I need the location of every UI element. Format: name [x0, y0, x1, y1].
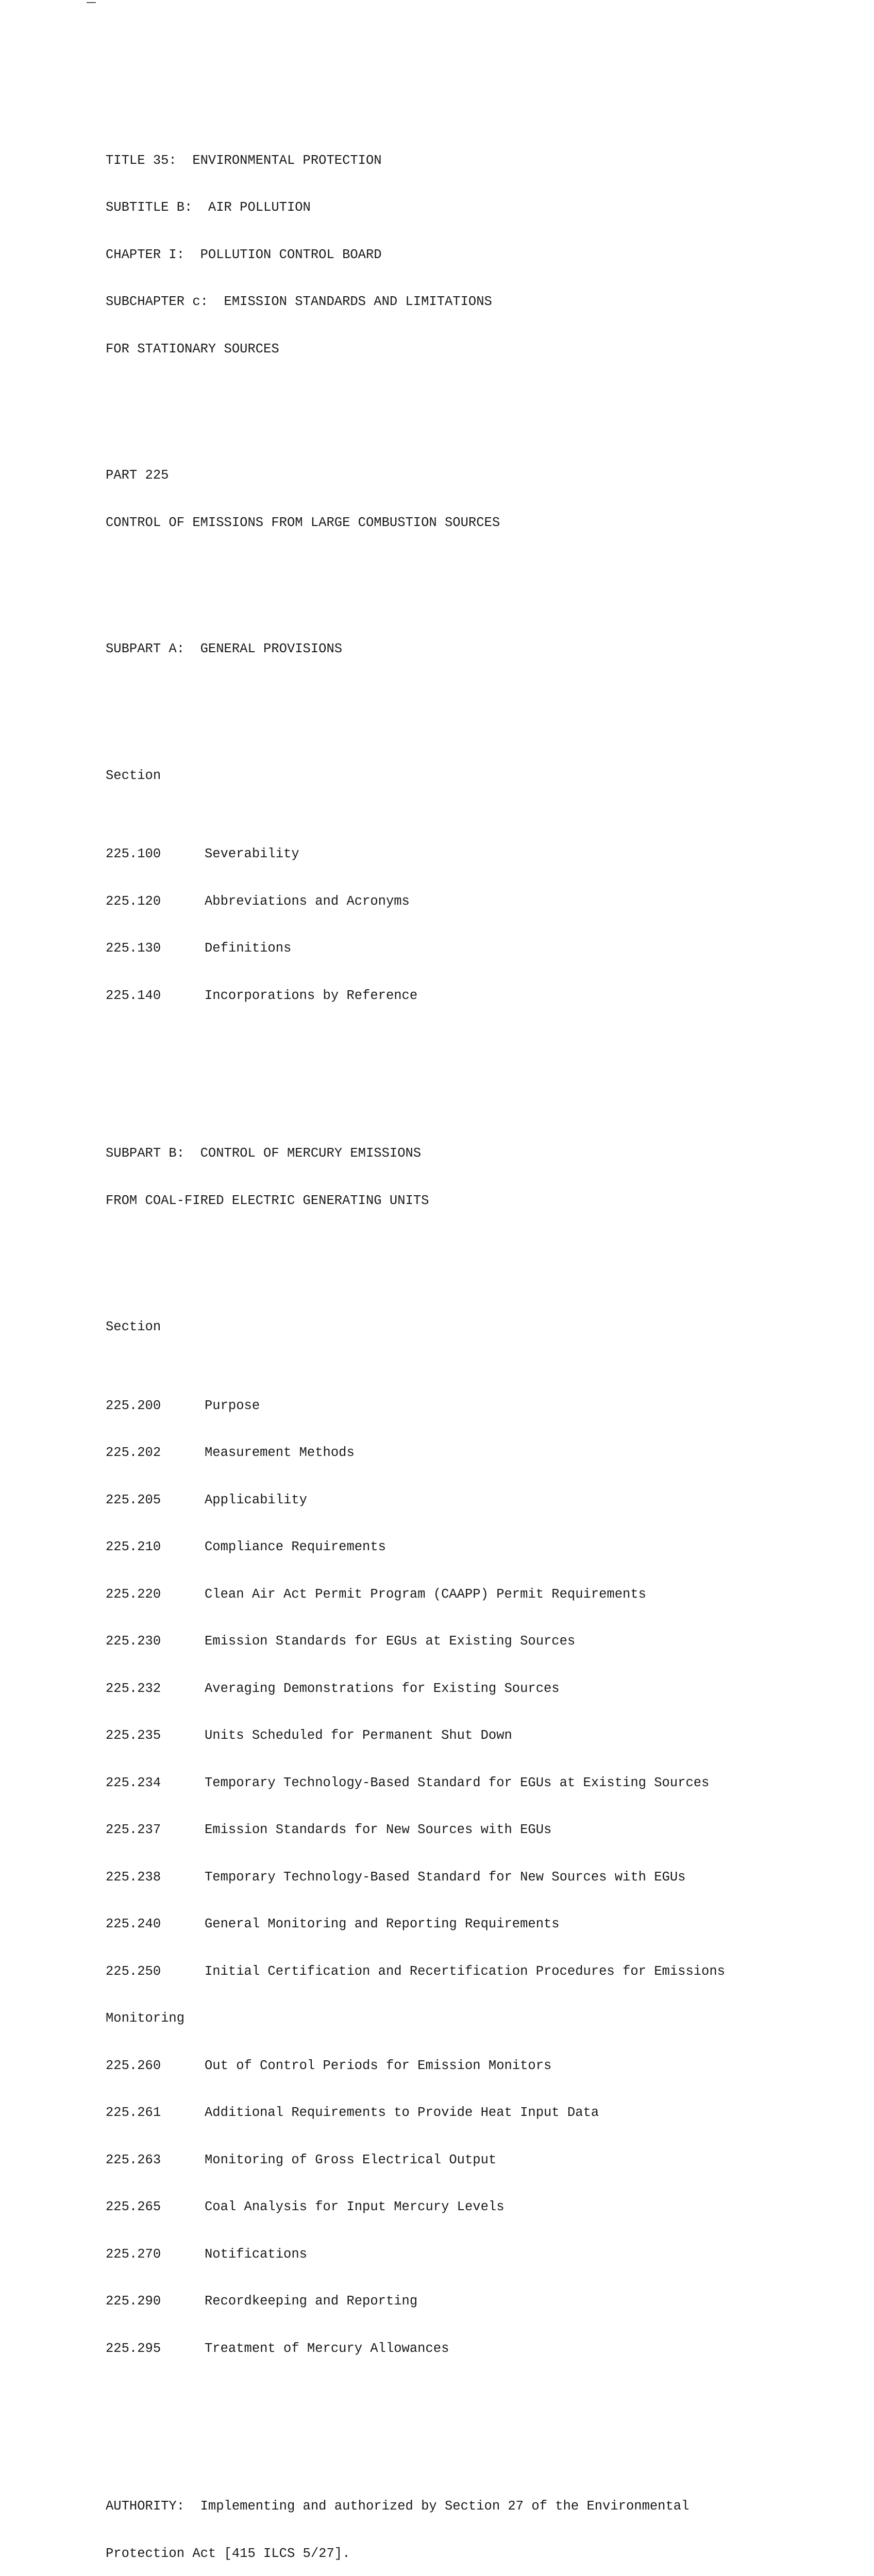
section-title: General Monitoring and Reporting Requirements: [205, 1917, 560, 1931]
section-number: 225.235: [106, 1728, 161, 1743]
authority-line-1: AUTHORITY: Implementing and authorized by Section 27 of the Environmental: [106, 2499, 690, 2514]
section-title: Emission Standards for EGUs at Existing Sources: [205, 1634, 576, 1649]
toc-row: [106, 1493, 801, 1509]
toc-row: [106, 2341, 801, 2357]
section-title: Averaging Demonstrations for Existing Sources: [205, 1681, 560, 1696]
section-number: 225.265: [106, 2199, 161, 2214]
subtitle-line: SUBTITLE B: AIR POLLUTION: [106, 200, 311, 215]
document-body: [106, 106, 801, 2576]
section-number: 225.140: [106, 988, 161, 1003]
toc-row: [106, 894, 801, 910]
section-number: 225.232: [106, 1681, 161, 1696]
section-number: 225.100: [106, 846, 161, 861]
section-title: Definitions: [205, 941, 292, 956]
section-title: Applicability: [205, 1492, 307, 1507]
subpart-a-heading: SUBPART A: GENERAL PROVISIONS: [106, 641, 343, 656]
section-title: Notifications: [205, 2246, 307, 2262]
section-number: 225.290: [106, 2294, 161, 2309]
toc-row: [106, 1634, 801, 1650]
section-number: 225.205: [106, 1492, 161, 1507]
section-number: 225.130: [106, 941, 161, 956]
toc-row: [106, 2247, 801, 2263]
section-title: Recordkeeping and Reporting: [205, 2294, 418, 2309]
toc-row: [106, 2058, 801, 2074]
toc-row: [106, 988, 801, 1004]
section-title: Additional Requirements to Provide Heat Input Data: [205, 2105, 599, 2120]
part-number: PART 225: [106, 468, 169, 483]
section-number: 225.120: [106, 893, 161, 909]
section-number: 225.234: [106, 1775, 161, 1790]
chapter-line: CHAPTER I: POLLUTION CONTROL BOARD: [106, 247, 382, 262]
toc-row: [106, 2153, 801, 2168]
section-title: Coal Analysis for Input Mercury Levels: [205, 2199, 505, 2214]
section-title: Initial Certification and Recertification Procedures for Emissions: [205, 1963, 725, 1979]
part-name: CONTROL OF EMISSIONS FROM LARGE COMBUSTION SOURCES: [106, 515, 500, 530]
section-title: Treatment of Mercury Allowances: [205, 2341, 449, 2356]
toc-row: [106, 1445, 801, 1461]
section-number: 225.202: [106, 1445, 161, 1460]
section-number: 225.220: [106, 1586, 161, 1602]
toc-row: [106, 846, 801, 862]
toc-row: [106, 1870, 801, 1886]
section-title: Compliance Requirements: [205, 1539, 386, 1554]
section-title: Incorporations by Reference: [205, 988, 418, 1003]
toc-row: [106, 1964, 801, 1980]
toc-row: [106, 1822, 801, 1838]
section-title: Abbreviations and Acronyms: [205, 893, 410, 909]
toc-row: [106, 1681, 801, 1697]
section-title: Emission Standards for New Sources with EGUs: [205, 1822, 552, 1837]
toc-row: [106, 1917, 801, 1933]
subpart-a-toc: [106, 815, 801, 1035]
toc-row: [106, 1398, 801, 1414]
section-number: 225.261: [106, 2105, 161, 2120]
section-number: 225.200: [106, 1398, 161, 1413]
section-title: Severability: [205, 846, 299, 861]
toc-row: [106, 2199, 801, 2215]
section-number: 225.295: [106, 2341, 161, 2356]
section-title: Clean Air Act Permit Program (CAAPP) Permit Requirements: [205, 1586, 646, 1602]
scan-mark: [87, 2, 96, 3]
toc-row: [106, 1728, 801, 1744]
subpart-a-section-label: Section: [106, 768, 161, 783]
subpart-b-heading-2: FROM COAL-FIRED ELECTRIC GENERATING UNITS: [106, 1193, 429, 1208]
section-number: 225.240: [106, 1917, 161, 1931]
section-title-continuation: Monitoring: [106, 2011, 185, 2026]
toc-row: [106, 1587, 801, 1603]
section-title: Temporary Technology-Based Standard for EGUs at Existing Sources: [205, 1775, 710, 1790]
title-line: TITLE 35: ENVIRONMENTAL PROTECTION: [106, 152, 382, 168]
section-title: Units Scheduled for Permanent Shut Down: [205, 1728, 512, 1743]
section-number: 225.250: [106, 1963, 161, 1979]
section-title: Temporary Technology-Based Standard for New Sources with EGUs: [205, 1869, 686, 1885]
subpart-b-heading-1: SUBPART B: CONTROL OF MERCURY EMISSIONS: [106, 1146, 422, 1161]
toc-row: [106, 2105, 801, 2121]
section-title: Monitoring of Gross Electrical Output: [205, 2152, 497, 2167]
section-number: 225.230: [106, 1634, 161, 1649]
subchapter-line-1: SUBCHAPTER c: EMISSION STANDARDS AND LIMITATIONS: [106, 294, 492, 309]
toc-row: [106, 941, 801, 957]
section-number: 225.238: [106, 1869, 161, 1885]
section-title: Measurement Methods: [205, 1445, 355, 1460]
toc-row: [106, 1539, 801, 1555]
subchapter-line-2: FOR STATIONARY SOURCES: [106, 341, 279, 357]
subpart-b-section-label: Section: [106, 1319, 161, 1334]
section-title: Purpose: [205, 1398, 260, 1413]
toc-row: [106, 2294, 801, 2310]
section-title: Out of Control Periods for Emission Monitors: [205, 2058, 552, 2073]
section-number: 225.210: [106, 1539, 161, 1554]
section-number: 225.260: [106, 2058, 161, 2073]
section-number: 225.270: [106, 2246, 161, 2262]
subpart-b-toc: [106, 1367, 801, 2388]
section-number: 225.263: [106, 2152, 161, 2167]
authority-line-2: Protection Act [415 ILCS 5/27].: [106, 2546, 350, 2561]
toc-row: [106, 1775, 801, 1791]
section-number: 225.237: [106, 1822, 161, 1837]
